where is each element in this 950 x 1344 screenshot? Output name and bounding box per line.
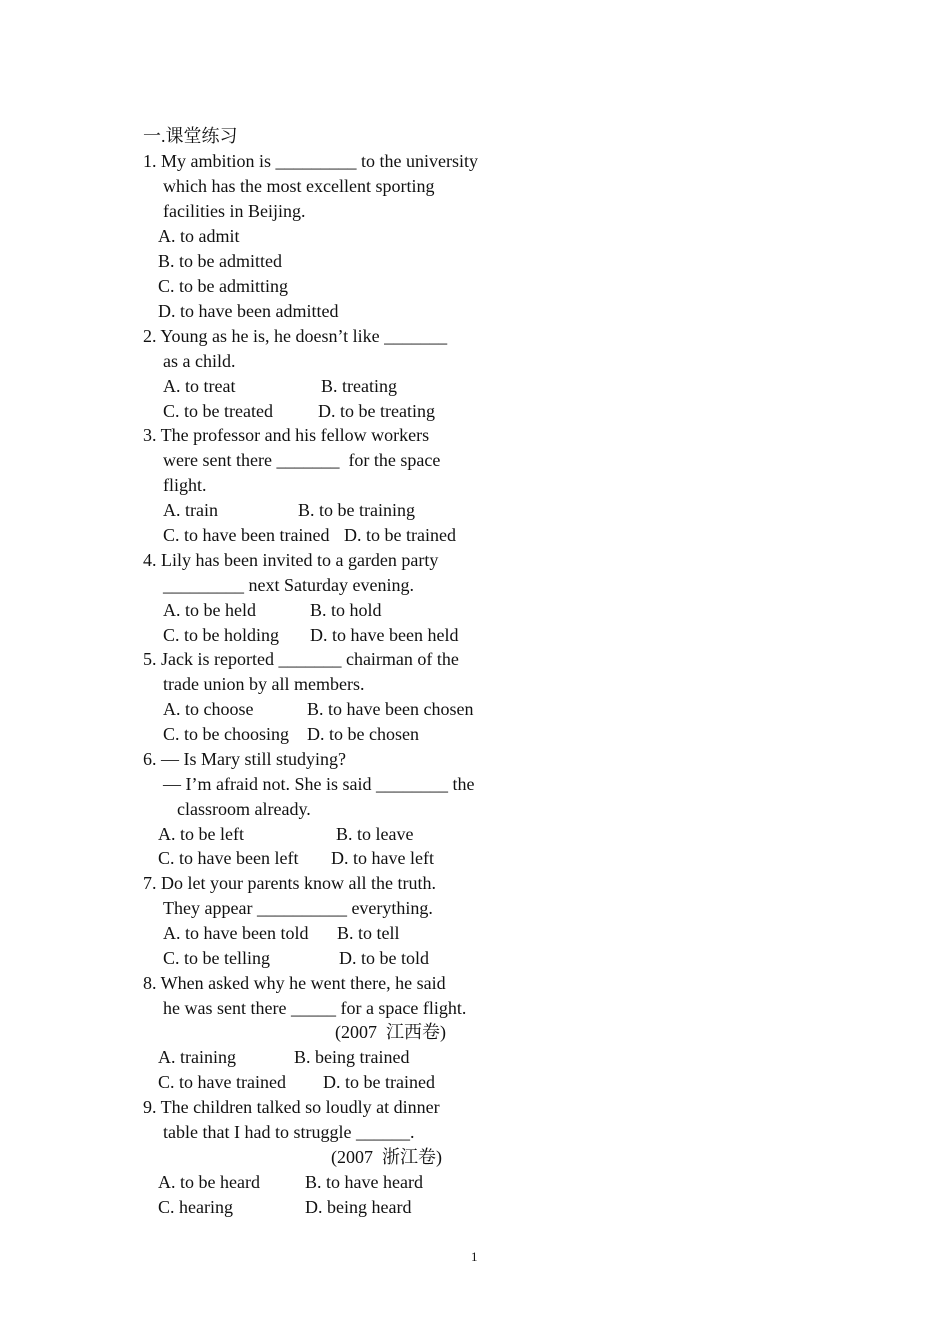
question-6-option-a: A. to be left — [158, 824, 244, 844]
page-number: 1 — [471, 1249, 478, 1264]
question-8-option-d: D. to be trained — [323, 1072, 435, 1092]
question-6-option-d: D. to have left — [331, 848, 434, 868]
question-3-option-d: D. to be trained — [344, 525, 456, 545]
question-8-option-b: B. being trained — [294, 1047, 410, 1067]
question-5-option-a: A. to choose — [163, 699, 254, 719]
question-9-option-c: C. hearing — [158, 1197, 233, 1217]
question-3-option-b: B. to be training — [298, 500, 415, 520]
question-1-option-c: C. to be admitting — [158, 276, 288, 296]
question-4-option-a: A. to be held — [163, 600, 256, 620]
question-3-stem-line-1: 3. The professor and his fellow workers — [143, 425, 430, 445]
question-6-stem-line-1: 6. — Is Mary still studying? — [143, 749, 346, 769]
question-7-stem-line-1: 7. Do let your parents know all the truth. — [143, 873, 436, 893]
question-4-option-c: C. to be holding — [163, 625, 279, 645]
question-7-option-c: C. to be telling — [163, 948, 270, 968]
question-9-option-d: D. being heard — [305, 1197, 412, 1217]
question-3-stem-line-3: flight. — [163, 475, 207, 495]
question-2-option-d: D. to be treating — [318, 401, 435, 421]
question-3-option-c: C. to have been trained — [163, 525, 330, 545]
question-5-option-c: C. to be choosing — [163, 724, 289, 744]
question-8-stem-line-2: he was sent there _____ for a space flight. — [163, 998, 467, 1018]
question-8-option-c: C. to have trained — [158, 1072, 286, 1092]
question-1-option-d: D. to have been admitted — [158, 301, 339, 321]
question-8-source: (2007 江西卷) — [335, 1022, 446, 1042]
question-2-option-b: B. treating — [321, 376, 397, 396]
question-6-option-b: B. to leave — [336, 824, 414, 844]
question-1-stem-line-3: facilities in Beijing. — [163, 201, 306, 221]
question-9-stem-line-2: table that I had to struggle ______. — [163, 1122, 415, 1142]
question-1-stem-line-1: 1. My ambition is _________ to the university — [143, 151, 478, 171]
question-4-option-d: D. to have been held — [310, 625, 459, 645]
question-2-option-c: C. to be treated — [163, 401, 273, 421]
question-1-option-a: A. to admit — [158, 226, 240, 246]
question-3-option-a: A. train — [163, 500, 218, 520]
question-5-option-b: B. to have been chosen — [307, 699, 474, 719]
question-1-stem-line-2: which has the most excellent sporting — [163, 176, 435, 196]
question-2-stem-line-2: as a child. — [163, 351, 236, 371]
question-6-option-c: C. to have been left — [158, 848, 299, 868]
section-title: 一.课堂练习 — [143, 126, 238, 146]
question-7-stem-line-2: They appear __________ everything. — [163, 898, 433, 918]
question-2-stem-line-1: 2. Young as he is, he doesn’t like _______ — [143, 326, 448, 346]
question-8-option-a: A. training — [158, 1047, 236, 1067]
question-9-source: (2007 浙江卷) — [331, 1147, 442, 1167]
question-9-stem-line-1: 9. The children talked so loudly at dinner — [143, 1097, 440, 1117]
question-3-stem-line-2: were sent there _______ for the space — [163, 450, 441, 470]
question-5-stem-line-2: trade union by all members. — [163, 674, 365, 694]
question-1-option-b: B. to be admitted — [158, 251, 282, 271]
question-7-option-b: B. to tell — [337, 923, 400, 943]
question-8-stem-line-1: 8. When asked why he went there, he said — [143, 973, 446, 993]
question-4-option-b: B. to hold — [310, 600, 382, 620]
question-9-option-a: A. to be heard — [158, 1172, 260, 1192]
question-6-stem-line-2: — I’m afraid not. She is said ________ the — [163, 774, 475, 794]
question-2-option-a: A. to treat — [163, 376, 236, 396]
question-7-option-d: D. to be told — [339, 948, 429, 968]
question-4-stem-line-1: 4. Lily has been invited to a garden party — [143, 550, 439, 570]
question-6-stem-line-3: classroom already. — [177, 799, 311, 819]
question-7-option-a: A. to have been told — [163, 923, 309, 943]
question-5-option-d: D. to be chosen — [307, 724, 419, 744]
question-9-option-b: B. to have heard — [305, 1172, 423, 1192]
question-4-stem-line-2: _________ next Saturday evening. — [163, 575, 414, 595]
question-5-stem-line-1: 5. Jack is reported _______ chairman of the — [143, 649, 459, 669]
